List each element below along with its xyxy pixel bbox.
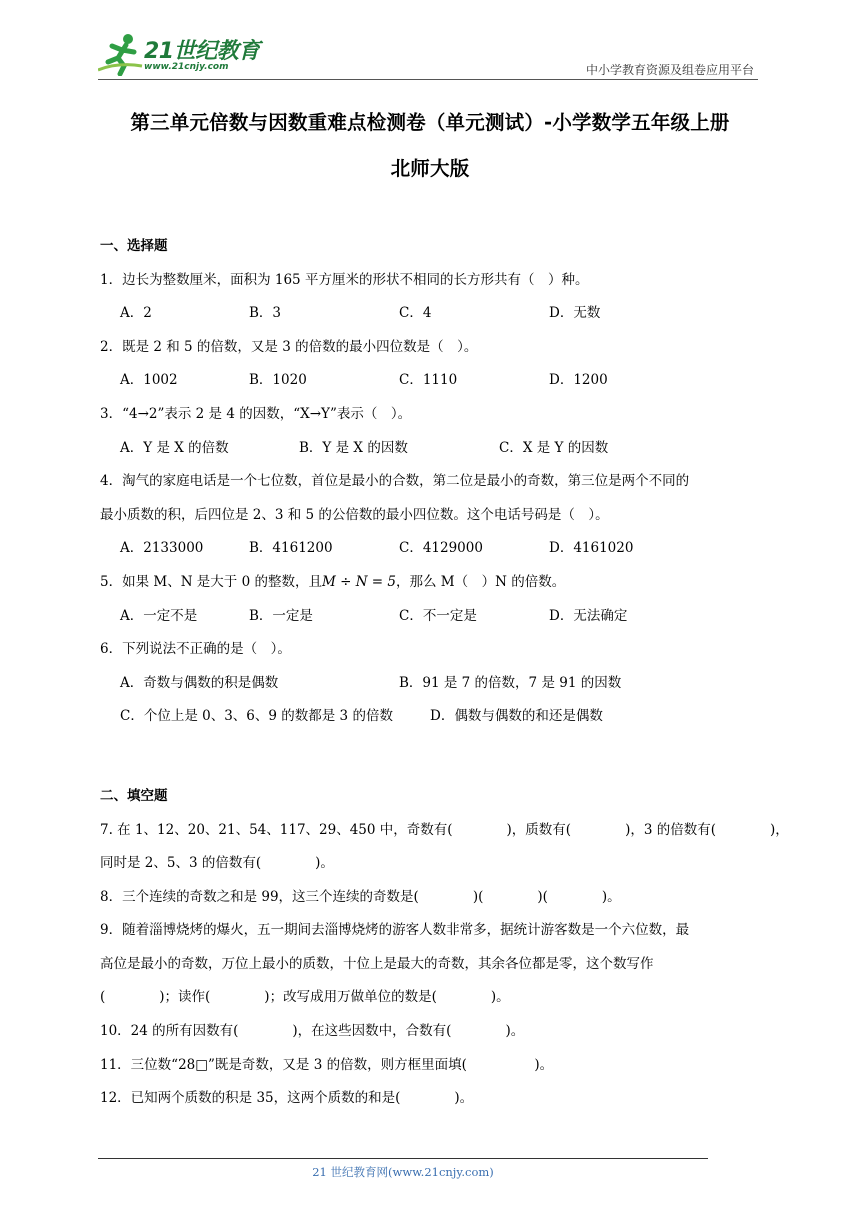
question-9-line-2: 高位是最小的奇数，万位上最小的质数，十位上是最大的奇数，其余各位都是零，这个数写作 <box>100 955 654 972</box>
question-3-options <box>100 432 762 466</box>
logo-url: www.21cnjy.com <box>144 62 229 72</box>
question-4-options <box>100 532 762 566</box>
question-4-line-1: 4．淘气的家庭电话是一个七位数，首位是最小的合数，第二位是最小的奇数，第三位是两个不同的 <box>100 473 690 490</box>
option-d: D．无数 <box>549 305 601 322</box>
question-9-line-1: 9．随着淄博烧烤的爆火，五一期间去淄博烧烤的游客人数非常多，据统计游客数是一个六位数，最 <box>100 922 690 939</box>
question-7-line-2: 同时是 2、5、3 的倍数有( )。 <box>100 855 334 872</box>
question-12: 12．已知两个质数的积是 35，这两个质数的和是( )。 <box>100 1090 474 1107</box>
platform-name: 中小学教育资源及组卷应用平台 <box>585 63 754 77</box>
option-d: D．偶数与偶数的和还是偶数 <box>430 708 603 725</box>
option-a: A．2133000 <box>120 540 204 557</box>
running-man-icon <box>98 32 144 76</box>
title-line-1: 第三单元倍数与因数重难点检测卷（单元测试）-小学数学五年级上册 <box>130 111 730 134</box>
option-c: C．1110 <box>399 372 458 389</box>
section-heading-choice: 一、选择题 <box>100 238 168 254</box>
document-title <box>60 100 800 192</box>
question-9-line-3: ( )；读作( )；改写成用万做单位的数是( )。 <box>100 989 510 1006</box>
option-c: C．4129000 <box>399 540 483 557</box>
option-a: A．Y 是 X 的倍数 <box>120 439 229 456</box>
page-header <box>98 30 758 82</box>
title-line-2: 北师大版 <box>390 157 470 180</box>
question-6: 6．下列说法不正确的是（ ）。 <box>100 641 291 658</box>
option-a: A．奇数与偶数的积是偶数 <box>120 674 279 691</box>
question-10: 10．24 的所有因数有( )，在这些因数中，合数有( )。 <box>100 1023 525 1040</box>
question-6-options-row-2 <box>100 700 762 734</box>
question-5-math: M ÷ N = 5 <box>321 573 396 590</box>
option-a: A．1002 <box>120 372 178 389</box>
question-5-stem-a: 5．如果 M、N 是大于 0 的整数，且 <box>100 573 322 590</box>
option-d: D．1200 <box>549 372 608 389</box>
question-4-line-2: 最小质数的积，后四位是 2、3 和 5 的公倍数的最小四位数。这个电话号码是（ ）。 <box>100 506 609 523</box>
option-c: C．不一定是 <box>399 607 477 624</box>
question-1: 1．边长为整数厘米，面积为 165 平方厘米的形状不相同的长方形共有（ ）种。 <box>100 271 589 288</box>
question-11: 11．三位数“28□”既是奇数，又是 3 的倍数，则方框里面填( )。 <box>100 1056 554 1073</box>
option-a: A．一定不是 <box>120 607 198 624</box>
question-2: 2．既是 2 和 5 的倍数，又是 3 的倍数的最小四位数是（ ）。 <box>100 338 478 355</box>
option-b: B．4161200 <box>249 540 333 557</box>
option-d: D．4161020 <box>549 540 634 557</box>
header-divider <box>98 79 758 80</box>
option-a: A．2 <box>120 305 152 322</box>
option-b: B．Y 是 X 的因数 <box>299 439 408 456</box>
footer-divider <box>98 1158 708 1159</box>
question-7-line-1: 7. 在 1、12、20、21、54、117、29、450 中，奇数有( )，质数有( )，3 的倍数有( )， <box>100 821 789 838</box>
question-3: 3．“4→2”表示 2 是 4 的因数，“X→Y”表示（ ）。 <box>100 405 412 422</box>
option-b: B．一定是 <box>249 607 313 624</box>
question-8: 8．三个连续的奇数之和是 99，这三个连续的奇数是( )( )( )。 <box>100 888 621 905</box>
option-b: B．3 <box>249 305 282 322</box>
option-d: D．无法确定 <box>549 607 628 624</box>
question-2-options <box>100 364 762 398</box>
option-c: C．个位上是 0、3、6、9 的数都是 3 的倍数 <box>120 708 393 725</box>
site-logo[interactable] <box>98 30 268 78</box>
document-body <box>100 230 789 1116</box>
option-b: B．91 是 7 的倍数，7 是 91 的因数 <box>399 674 622 691</box>
question-6-options-row-1 <box>100 667 762 701</box>
question-5-stem-b: ，那么 M（ ）N 的倍数。 <box>396 573 566 590</box>
option-b: B．1020 <box>249 372 307 389</box>
option-c: C．X 是 Y 的因数 <box>499 439 609 456</box>
logo-text: 21世纪教育 <box>144 39 260 64</box>
question-1-options <box>100 297 762 331</box>
footer-link[interactable]: 21 世纪教育网(www.21cnjy.com) <box>312 1165 494 1179</box>
question-5-options <box>100 600 762 634</box>
question-5 <box>100 566 762 600</box>
section-heading-fill: 二、填空题 <box>100 787 168 804</box>
option-c: C．4 <box>399 305 432 322</box>
